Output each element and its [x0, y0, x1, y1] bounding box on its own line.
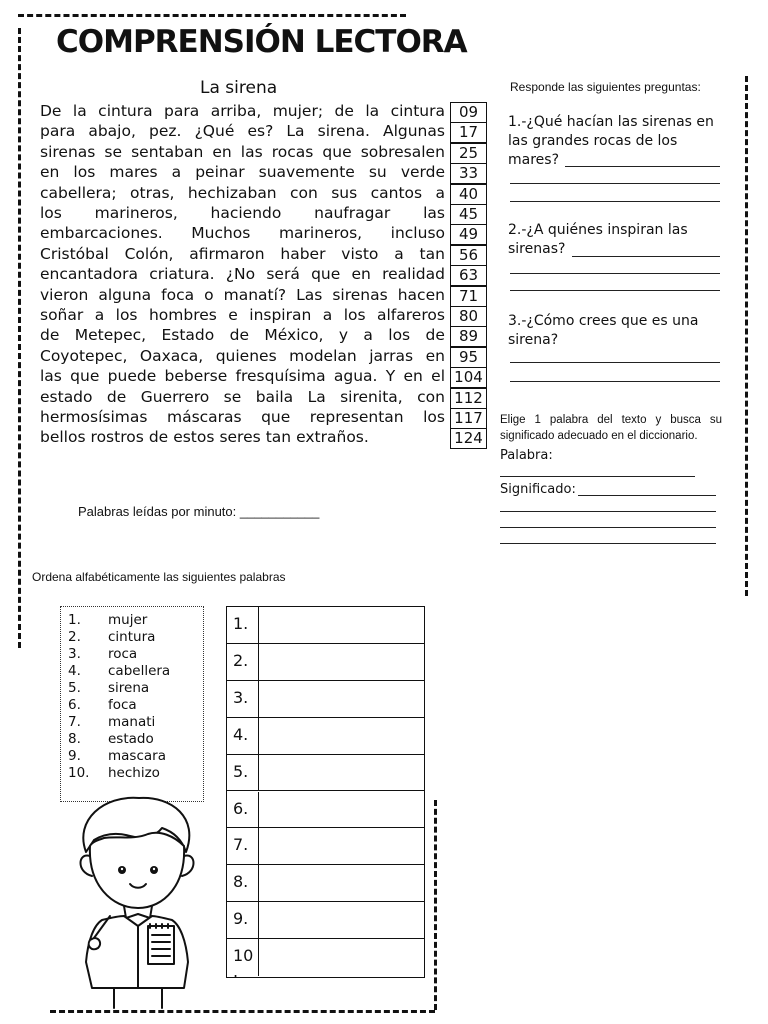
- story-word: cantos: [370, 183, 423, 202]
- word-number: 6.: [68, 697, 81, 713]
- story-word: en: [351, 265, 371, 284]
- grid-row-number: 8.: [227, 865, 259, 901]
- word-text: cabellera: [108, 663, 171, 679]
- story-word: puede: [107, 367, 157, 386]
- grid-answer-cell[interactable]: [259, 939, 424, 976]
- grid-answer-cell[interactable]: [259, 792, 424, 828]
- story-word: mujer;: [272, 102, 324, 120]
- story-word: baila: [255, 387, 294, 406]
- story-word: los: [423, 408, 445, 426]
- story-word: los: [388, 326, 411, 345]
- word-count-box: 56: [450, 245, 487, 266]
- story-word: Las: [296, 285, 323, 304]
- answer-line[interactable]: [510, 381, 720, 382]
- answer-grid: [226, 606, 425, 982]
- story-word: en: [403, 367, 423, 386]
- word-count-box: 09: [450, 102, 487, 123]
- story-word: es?: [247, 122, 274, 141]
- story-word: extraños.: [296, 428, 369, 447]
- story-line: [40, 202, 445, 224]
- story-word: cabellera;: [40, 183, 117, 202]
- story-word: México,: [264, 326, 324, 345]
- word-count-box: 33: [450, 163, 487, 184]
- story-word: realidad: [382, 265, 445, 284]
- right-dashed-border: [745, 76, 748, 596]
- story-line: [40, 406, 445, 428]
- story-word: representan: [309, 408, 404, 426]
- story-word: será: [266, 265, 300, 284]
- question-1-line-1: 1.-¿Qué hacían las sirenas en: [508, 114, 714, 130]
- word-list-item: [68, 629, 155, 646]
- word-text: mascara: [108, 748, 166, 764]
- word-number: 7.: [68, 714, 81, 730]
- story-word: máscaras: [166, 408, 242, 426]
- word-count-box: 80: [450, 306, 487, 327]
- story-word: sirena.: [317, 122, 370, 141]
- story-word: ¿Qué: [194, 122, 235, 141]
- story-word: los: [115, 306, 138, 324]
- grid-row: [227, 865, 424, 902]
- story-title: La sirena: [200, 78, 278, 98]
- question-2-line-2: sirenas?: [508, 241, 566, 257]
- question-3-line-1: 3.-¿Cómo crees que es una: [508, 313, 699, 329]
- story-word: estado: [40, 387, 93, 406]
- story-line: [40, 365, 445, 387]
- story-line: [40, 304, 445, 326]
- story-word: foca: [161, 285, 195, 304]
- story-word: Guerrero: [140, 387, 210, 406]
- word-list-item: [68, 731, 154, 748]
- story-word: incluso: [390, 224, 445, 243]
- story-word: los: [343, 306, 366, 324]
- story-word: hacen: [397, 285, 445, 304]
- story-word: o: [204, 285, 214, 304]
- story-word: rocas: [271, 142, 314, 161]
- word-text: cintura: [108, 629, 156, 645]
- story-word: sus: [331, 183, 358, 202]
- story-word: La: [307, 387, 326, 406]
- story-word: las: [423, 204, 445, 222]
- grid-row: [227, 939, 424, 982]
- word-count-box: 104: [450, 367, 487, 388]
- story-line: [40, 222, 445, 244]
- story-word: que: [311, 265, 341, 284]
- story-word: a: [435, 183, 445, 202]
- grid-row-number: 2.: [227, 644, 259, 680]
- story-word: e: [228, 306, 238, 324]
- word-text: foca: [108, 697, 137, 713]
- story-word: con: [290, 183, 318, 202]
- word-count-box: 95: [450, 347, 487, 368]
- story-line: [40, 182, 445, 204]
- story-word: manatí?: [223, 285, 287, 304]
- story-word: La: [286, 122, 305, 141]
- answer-line[interactable]: [565, 166, 720, 167]
- story-word: los: [40, 204, 62, 222]
- word-number: 8.: [68, 731, 81, 747]
- story-word: modelan: [289, 346, 357, 365]
- story-word: verde: [400, 163, 445, 182]
- bottom-dashed-border: [50, 1010, 435, 1013]
- story-word: De: [40, 102, 62, 120]
- story-word: criatura.: [149, 265, 215, 284]
- story-word: peinar: [195, 163, 245, 182]
- grid-row-number: 7.: [227, 828, 259, 864]
- word-number: 4.: [68, 663, 81, 679]
- story-word: sobresalen: [360, 142, 445, 161]
- grid-answer-cell[interactable]: [259, 644, 424, 680]
- story-word: jarras: [369, 346, 414, 365]
- word-count-box: 71: [450, 286, 487, 307]
- story-word: quienes: [215, 346, 277, 365]
- grid-row: [227, 902, 424, 939]
- word-list-item: [68, 612, 147, 629]
- story-word: encantadora: [40, 265, 138, 284]
- grid-row-number: 10 .: [227, 939, 259, 976]
- story-word: Coyotepec,: [40, 346, 128, 365]
- story-word: Oaxaca,: [139, 346, 204, 365]
- dictionary-instruction: Elige 1 palabra del texto y busca su significado adecuado en el diccionario.: [500, 414, 722, 442]
- story-word: pez.: [149, 122, 182, 141]
- story-word: bellos: [40, 428, 86, 447]
- word-list-item: [68, 714, 155, 731]
- word-list-item: [68, 663, 170, 680]
- grid-row-number: 9.: [227, 902, 259, 938]
- word-number: 10.: [68, 765, 90, 781]
- story-word: en: [425, 346, 445, 365]
- story-word: que: [322, 142, 352, 161]
- grid-row: [227, 718, 424, 755]
- story-word: a: [94, 306, 105, 324]
- story-line: [40, 426, 445, 448]
- story-word: suavemente: [258, 163, 355, 182]
- story-word: Colón,: [124, 244, 174, 263]
- story-word: se: [223, 387, 242, 406]
- word-count-box: 124: [450, 428, 487, 449]
- story-word: su: [368, 163, 387, 182]
- grid-row-number: 5.: [227, 755, 259, 791]
- palabra-label: Palabra:: [500, 448, 553, 463]
- story-word: de: [148, 428, 169, 447]
- story-word: marineros,: [278, 224, 363, 243]
- middle-dashed-border: [434, 800, 437, 1010]
- story-word: y: [338, 326, 349, 345]
- story-word: hermosísimas: [40, 408, 148, 426]
- word-text: manati: [108, 714, 156, 730]
- questions-header: Responde las siguientes preguntas:: [510, 80, 701, 94]
- story-word: en: [40, 163, 60, 182]
- top-dashed-border: [18, 14, 406, 17]
- story-word: inspiran: [249, 306, 312, 324]
- story-word: cintura: [390, 102, 445, 120]
- question-1-line-2: las grandes rocas de los: [508, 133, 678, 149]
- story-word: de: [229, 326, 250, 345]
- story-word: la: [365, 102, 380, 120]
- grid-row: [227, 681, 424, 718]
- word-number: 5.: [68, 680, 81, 696]
- story-word: agua.: [333, 367, 378, 386]
- grid-row-number: 6.: [227, 792, 259, 828]
- question-1-line-3: mares?: [508, 152, 560, 168]
- story-word: beberse: [164, 367, 228, 386]
- story-word: de: [106, 387, 127, 406]
- palabra-line[interactable]: [500, 476, 695, 477]
- story-word: hechizaban: [187, 183, 277, 202]
- story-line: [40, 386, 445, 408]
- answer-line[interactable]: [510, 362, 720, 363]
- story-word: mares: [109, 163, 158, 182]
- story-word: rostros: [90, 428, 144, 447]
- story-word: visto: [341, 244, 379, 263]
- question-2-line-1: 2.-¿A quiénes inspiran las: [508, 222, 688, 238]
- word-count-box: 17: [450, 122, 487, 143]
- word-list-item: [68, 697, 137, 714]
- word-number: 2.: [68, 629, 81, 645]
- word-count-box: 117: [450, 408, 487, 429]
- word-list-item: [68, 646, 137, 663]
- answer-line[interactable]: [510, 201, 720, 202]
- grid-row: [227, 644, 424, 681]
- word-number: 9.: [68, 748, 81, 764]
- word-count-box: 112: [450, 388, 487, 409]
- grid-row-number: 3.: [227, 681, 259, 717]
- story-word: Cristóbal: [40, 244, 109, 263]
- story-word: Algunas: [382, 122, 445, 141]
- story-word: los: [73, 163, 96, 182]
- question-3-line-2: sirena?: [508, 332, 559, 348]
- story-word: hombres: [148, 306, 217, 324]
- word-count-box: 89: [450, 326, 487, 347]
- story-word: Muchos: [191, 224, 251, 243]
- answer-line[interactable]: [510, 183, 720, 184]
- story-word: haciendo: [210, 204, 282, 222]
- grid-row: [227, 828, 424, 865]
- grid-answer-cell[interactable]: [259, 902, 424, 938]
- significado-line[interactable]: [578, 495, 716, 496]
- story-word: naufragar: [314, 204, 391, 222]
- grid-row-number: 1.: [227, 607, 259, 643]
- story-word: de: [425, 326, 445, 345]
- story-word: abajo,: [88, 122, 136, 141]
- story-word: que: [70, 367, 100, 386]
- story-word: vieron: [40, 285, 89, 304]
- grid-answer-cell[interactable]: [259, 865, 424, 901]
- story-line: [40, 324, 445, 346]
- story-word: soñar: [40, 306, 84, 324]
- story-word: alfareros: [377, 306, 445, 324]
- story-word: de: [334, 102, 354, 120]
- story-word: estos: [173, 428, 215, 447]
- story-word: las: [40, 367, 62, 386]
- grid-answer-cell[interactable]: [259, 607, 424, 643]
- significado-line[interactable]: [500, 511, 716, 512]
- story-line: [40, 345, 445, 367]
- story-word: tan: [419, 244, 445, 263]
- boy-illustration: [64, 790, 214, 1010]
- grid-answer-cell[interactable]: [259, 681, 424, 717]
- significado-line[interactable]: [500, 527, 716, 528]
- grid-row: [227, 792, 424, 829]
- grid-answer-cell[interactable]: [259, 718, 424, 754]
- story-word: de: [40, 326, 60, 345]
- story-word: seres: [219, 428, 261, 447]
- grid-row-number: 4.: [227, 718, 259, 754]
- word-number: 1.: [68, 612, 81, 628]
- story-word: a: [394, 244, 404, 263]
- grid-answer-cell[interactable]: [259, 828, 424, 864]
- story-word: haber: [280, 244, 326, 263]
- story-line: [40, 141, 445, 163]
- story-line: [40, 243, 445, 265]
- word-number: 3.: [68, 646, 81, 662]
- grid-row: [227, 755, 424, 792]
- word-list-item: [68, 680, 149, 697]
- story-word: sentaban: [131, 142, 204, 161]
- significado-label: Significado:: [500, 482, 576, 497]
- story-word: Y: [385, 367, 396, 386]
- story-word: alguna: [98, 285, 152, 304]
- story-word: arriba,: [210, 102, 262, 120]
- story-word: ¿No: [225, 265, 256, 284]
- story-word: cintura: [98, 102, 153, 120]
- word-list-item: [68, 748, 166, 765]
- word-count-box: 63: [450, 265, 487, 286]
- story-word: a: [322, 306, 333, 324]
- story-word: para: [164, 102, 200, 120]
- story-line: [40, 263, 445, 285]
- story-line: [40, 284, 445, 306]
- word-text: sirena: [108, 680, 150, 696]
- story-word: Metepec,: [74, 326, 147, 345]
- story-line: [40, 120, 445, 142]
- alphabetize-instruction: Ordena alfabéticamente las siguientes palabras: [32, 570, 286, 584]
- story-word: que: [261, 408, 291, 426]
- word-text: estado: [108, 731, 154, 747]
- story-word: a: [171, 163, 182, 182]
- story-word: tan: [265, 428, 292, 447]
- story-word: fresquísima: [235, 367, 326, 386]
- word-count-box: 25: [450, 143, 487, 164]
- story-word: otras,: [130, 183, 175, 202]
- story-line: [40, 161, 445, 183]
- words-per-minute-label: Palabras leídas por minuto: ___________: [78, 504, 320, 519]
- story-word: para: [40, 122, 76, 141]
- grid-answer-cell[interactable]: [259, 755, 424, 791]
- story-word: Estado: [161, 326, 215, 345]
- answer-line[interactable]: [510, 290, 720, 291]
- story-line: [40, 100, 445, 122]
- word-text: mujer: [108, 612, 148, 628]
- grid-row: [227, 607, 424, 644]
- left-dashed-border: [18, 28, 21, 648]
- story-word: sirenas: [40, 142, 96, 161]
- story-word: con: [417, 387, 445, 406]
- story-word: afirmaron: [189, 244, 265, 263]
- story-word: sirenita,: [340, 387, 403, 406]
- answer-line[interactable]: [572, 256, 720, 257]
- word-count-box: 49: [450, 224, 487, 245]
- word-list-item: [68, 765, 160, 782]
- story-word: en: [212, 142, 232, 161]
- word-count-box: 40: [450, 184, 487, 205]
- significado-line[interactable]: [500, 543, 716, 544]
- answer-line[interactable]: [510, 273, 720, 274]
- story-word: la: [72, 102, 87, 120]
- word-count-box: 45: [450, 204, 487, 225]
- story-word: marineros,: [94, 204, 178, 222]
- story-word: el: [431, 367, 445, 386]
- word-text: roca: [108, 646, 138, 662]
- story-word: a: [363, 326, 373, 345]
- story-word: sirenas: [332, 285, 388, 304]
- page-title: COMPRENSIÓN LECTORA: [56, 24, 467, 60]
- word-text: hechizo: [108, 765, 160, 781]
- story-word: las: [240, 142, 263, 161]
- story-word: embarcaciones.: [40, 224, 163, 243]
- story-word: se: [104, 142, 123, 161]
